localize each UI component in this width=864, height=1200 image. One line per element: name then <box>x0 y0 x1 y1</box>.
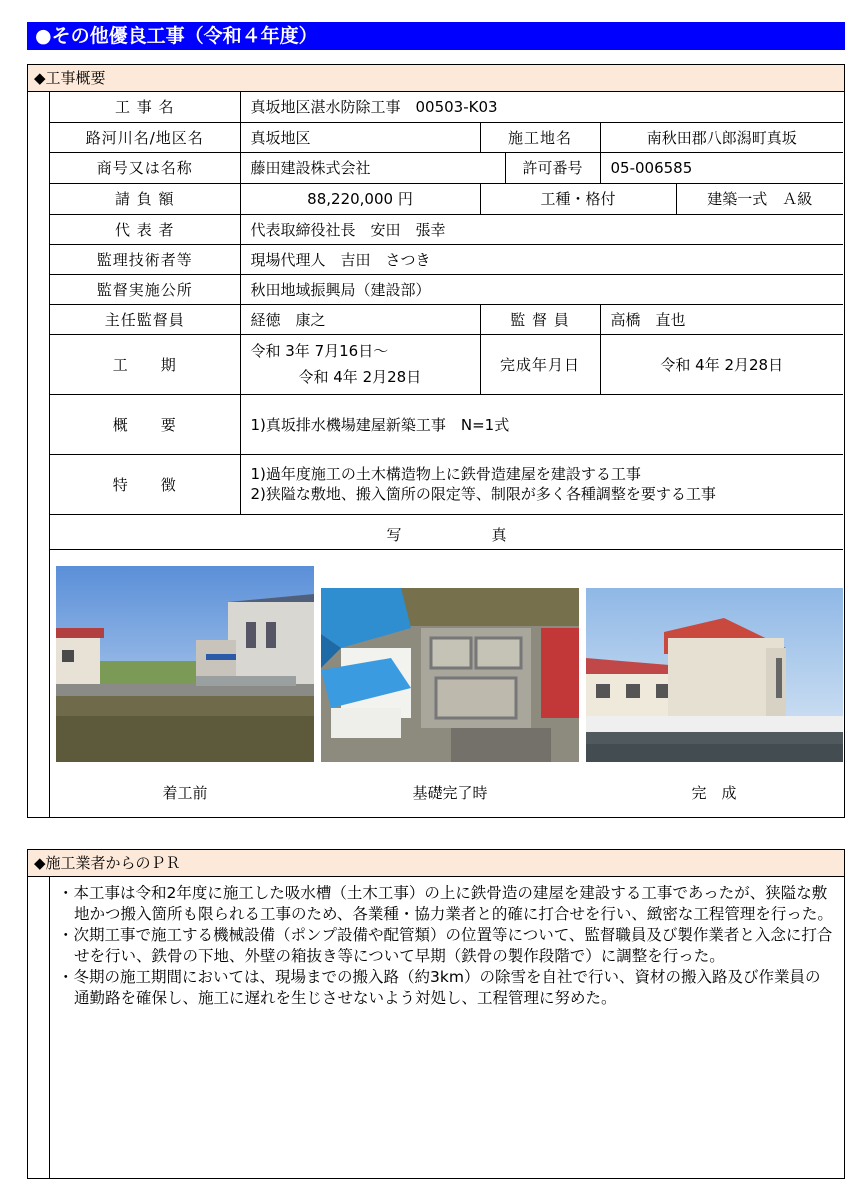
river-label: 路河川名/地区名 <box>50 122 240 152</box>
photo-before <box>56 566 314 762</box>
type-value: 建築一式 Ａ級 <box>676 184 844 214</box>
left-gutter <box>28 92 50 817</box>
pr-item: ・次期工事で施工する機械設備（ポンプ設備や配管類）の位置等について、監督職員及び製作業者と入念に打合せを行い、鉄骨の下地、外壁の箱抜き等について早期（鉄骨の製作段階で）に調整を行った。 <box>58 926 833 965</box>
rep-value: 代表取締役社長 安田 張幸 <box>240 214 843 244</box>
row-river <box>50 122 843 152</box>
row-chief <box>50 304 843 334</box>
period-label: 工 期 <box>50 334 240 394</box>
river-value: 真坂地区 <box>240 122 480 152</box>
amount-label: 請 負 額 <box>50 183 240 214</box>
pr-body <box>50 877 844 1178</box>
chief-value: 経徳 康之 <box>240 304 480 334</box>
photo-row <box>50 550 843 802</box>
row-period <box>50 334 843 394</box>
amount-value: 88,220,000 円 <box>240 183 480 214</box>
pr-item: ・本工事は令和2年度に施工した吸水槽（土木工事）の上に鉄骨造の建屋を建設する工事であったが、狭隘な敷地かつ搬入箇所も限られる工事のため、各業種・協力業者と的確に打合せを行い、緻密な工程管理を行った。 <box>58 884 833 923</box>
left-gutter <box>28 877 50 1178</box>
pr-heading: ◆施工業者からのＰＲ <box>28 850 844 877</box>
inspector-label: 監 督 員 <box>480 304 600 334</box>
overview-table <box>50 92 843 515</box>
completion-value: 令和 4年 2月28日 <box>600 334 843 394</box>
caption-completed: 完 成 <box>691 784 737 802</box>
overview-section <box>27 64 845 818</box>
site-label: 施工地名 <box>480 122 600 152</box>
row-company <box>50 152 843 183</box>
row-rep <box>50 214 843 244</box>
page-title: ●その他優良工事（令和４年度） <box>27 22 845 50</box>
feature-label: 特 徴 <box>50 454 240 514</box>
caption-before: 着工前 <box>162 784 208 802</box>
engineer-label: 監理技術者等 <box>50 244 240 274</box>
pr-section <box>27 849 845 1179</box>
koji-name-value: 真坂地区湛水防除工事 00503-K03 <box>240 92 843 122</box>
company-label: 商号又は名称 <box>50 152 240 183</box>
photo-foundation <box>321 588 579 762</box>
engineer-value: 現場代理人 吉田 さつき <box>240 244 843 274</box>
completion-label: 完成年月日 <box>480 334 600 394</box>
office-value: 秋田地域振興局（建設部） <box>240 274 843 304</box>
row-summary <box>50 394 843 454</box>
feature-2: 2)狭隘な敷地、搬入箇所の限定等、制限が多く各種調整を要する工事 <box>250 485 716 503</box>
site-value: 南秋田郡八郎潟町真坂 <box>600 122 843 152</box>
permit-value: 05-006585 <box>600 152 843 183</box>
photo-completed <box>586 588 843 762</box>
feature-1: 1)過年度施工の土木構造物上に鉄骨造建屋を建設する工事 <box>250 465 641 483</box>
overview-heading: ◆工事概要 <box>28 65 844 92</box>
rep-label: 代 表 者 <box>50 214 240 244</box>
office-label: 監督実施公所 <box>50 274 240 304</box>
row-koji-name <box>50 92 843 122</box>
chief-label: 主任監督員 <box>50 304 240 334</box>
row-office <box>50 274 843 304</box>
koji-name-label: 工 事 名 <box>50 92 240 122</box>
inspector-value: 高橋 直也 <box>600 304 843 334</box>
pr-item: ・冬期の施工期間においては、現場までの搬入路（約3km）の除雪を自社で行い、資材の搬入路及び作業員の通勤路を確保し、施工に遅れを生じさせないよう対処し、工程管理に努めた。 <box>58 968 821 1007</box>
caption-foundation: 基礎完了時 <box>412 784 488 802</box>
permit-label: 許可番号 <box>505 153 600 183</box>
row-engineer <box>50 244 843 274</box>
row-feature <box>50 454 843 514</box>
type-label: 工種・格付 <box>540 190 616 208</box>
period-start: 令和 3年 7月16日～ <box>250 342 389 360</box>
company-value: 藤田建設株式会社 <box>250 159 371 177</box>
row-amount <box>50 183 843 214</box>
summary-value: 1)真坂排水機場建屋新築工事 N=1式 <box>240 394 843 454</box>
summary-label: 概 要 <box>50 394 240 454</box>
period-end: 令和 4年 2月28日 <box>298 368 422 386</box>
photo-heading: 写 真 <box>50 520 843 550</box>
